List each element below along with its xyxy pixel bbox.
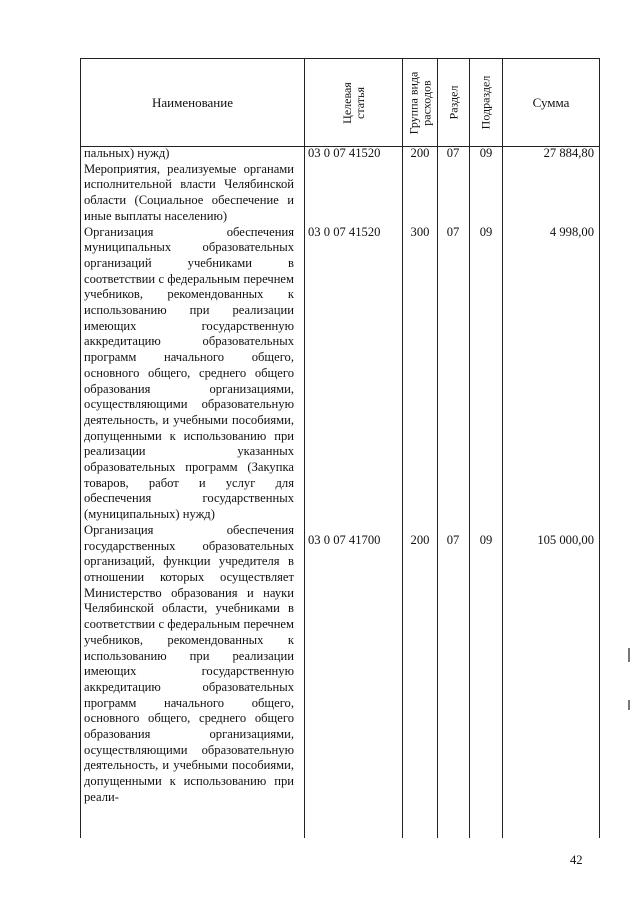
col-border-left <box>80 58 81 838</box>
name-column <box>84 146 294 806</box>
page-number: 42 <box>570 853 583 867</box>
row-1-group: 200 <box>410 146 430 160</box>
header-expense-group-line2: расходов <box>419 79 433 126</box>
row-1-sum: 27 884,80 <box>543 146 594 160</box>
col-border-section <box>469 58 470 838</box>
row-3-code: 03 0 07 41700 <box>308 533 381 547</box>
row-4-name: Организация обеспечения государственных образовательных организаций, функции учредителя в отношении которых осуществляет Министерство образования и науки Челябинской области, учебниками в соответствии с федеральным перечнем учебников, рекомендованных к использованию при реализации имеющих государственную аккредитацию образовательных программ начального общего, основного общего, среднего общего образования организациями, осуществляющими образовательную деятельность, и учебными пособиями, допущенными к использованию при реали- <box>84 522 294 804</box>
row-2-subsection: 09 <box>479 225 493 239</box>
col-border-subsection <box>502 58 503 838</box>
scan-edge-mark <box>628 700 630 710</box>
header-target-article-line1: Целевая <box>339 81 354 124</box>
scan-edge-mark <box>628 648 630 662</box>
header-target-article <box>305 58 402 147</box>
header-expense-group-line1: Группа вида <box>406 71 420 134</box>
header-subsection-label: Подраздел <box>478 75 493 130</box>
row-1-code: 03 0 07 41520 <box>308 146 381 160</box>
row-2-sum: 4 998,00 <box>549 225 594 239</box>
row-3-section: 07 <box>446 533 460 547</box>
row-3-name: Организация обеспечения муниципальных образовательных организаций учебниками в соответствии с федеральным перечнем учебников, рекомендованных к использованию при реализации имеющих государственную аккредитацию образовательных программ начального общего, основного общего, среднего общего образования организациями, осуществляющими образовательную деятельность, и учебными пособиями, допущенными к использованию при реализации указанных образовательных программ (Закупка товаров, работ и услуг для обеспечения государственных (муниципальных) нужд) <box>84 224 294 522</box>
col-border-right <box>599 58 600 838</box>
header-name: Наименование <box>152 94 233 110</box>
row-3-subsection: 09 <box>479 533 493 547</box>
header-expense-group <box>403 58 437 147</box>
header-section-label: Раздел <box>446 85 461 120</box>
row-1-subsection: 09 <box>479 146 493 160</box>
row-2-group: 300 <box>410 225 430 239</box>
row-1-name: пальных) нужд) <box>84 146 170 160</box>
row-2-section: 07 <box>446 225 460 239</box>
row-2-code: 03 0 07 41520 <box>308 225 381 239</box>
col-border-name <box>304 58 305 838</box>
row-3-group: 200 <box>410 533 430 547</box>
header-target-article-line2: статья <box>352 86 367 119</box>
header-section <box>438 58 469 147</box>
row-2-name: Мероприятия, реализуемые органами исполнительной власти Челябинской области (Социальное обеспечение и иные выплаты населению) <box>84 161 294 223</box>
row-3-sum: 105 000,00 <box>537 533 594 547</box>
header-sum: Сумма <box>532 94 570 110</box>
col-border-code <box>402 58 403 838</box>
row-1-section: 07 <box>446 146 460 160</box>
col-border-group <box>437 58 438 838</box>
header-subsection <box>470 58 502 147</box>
